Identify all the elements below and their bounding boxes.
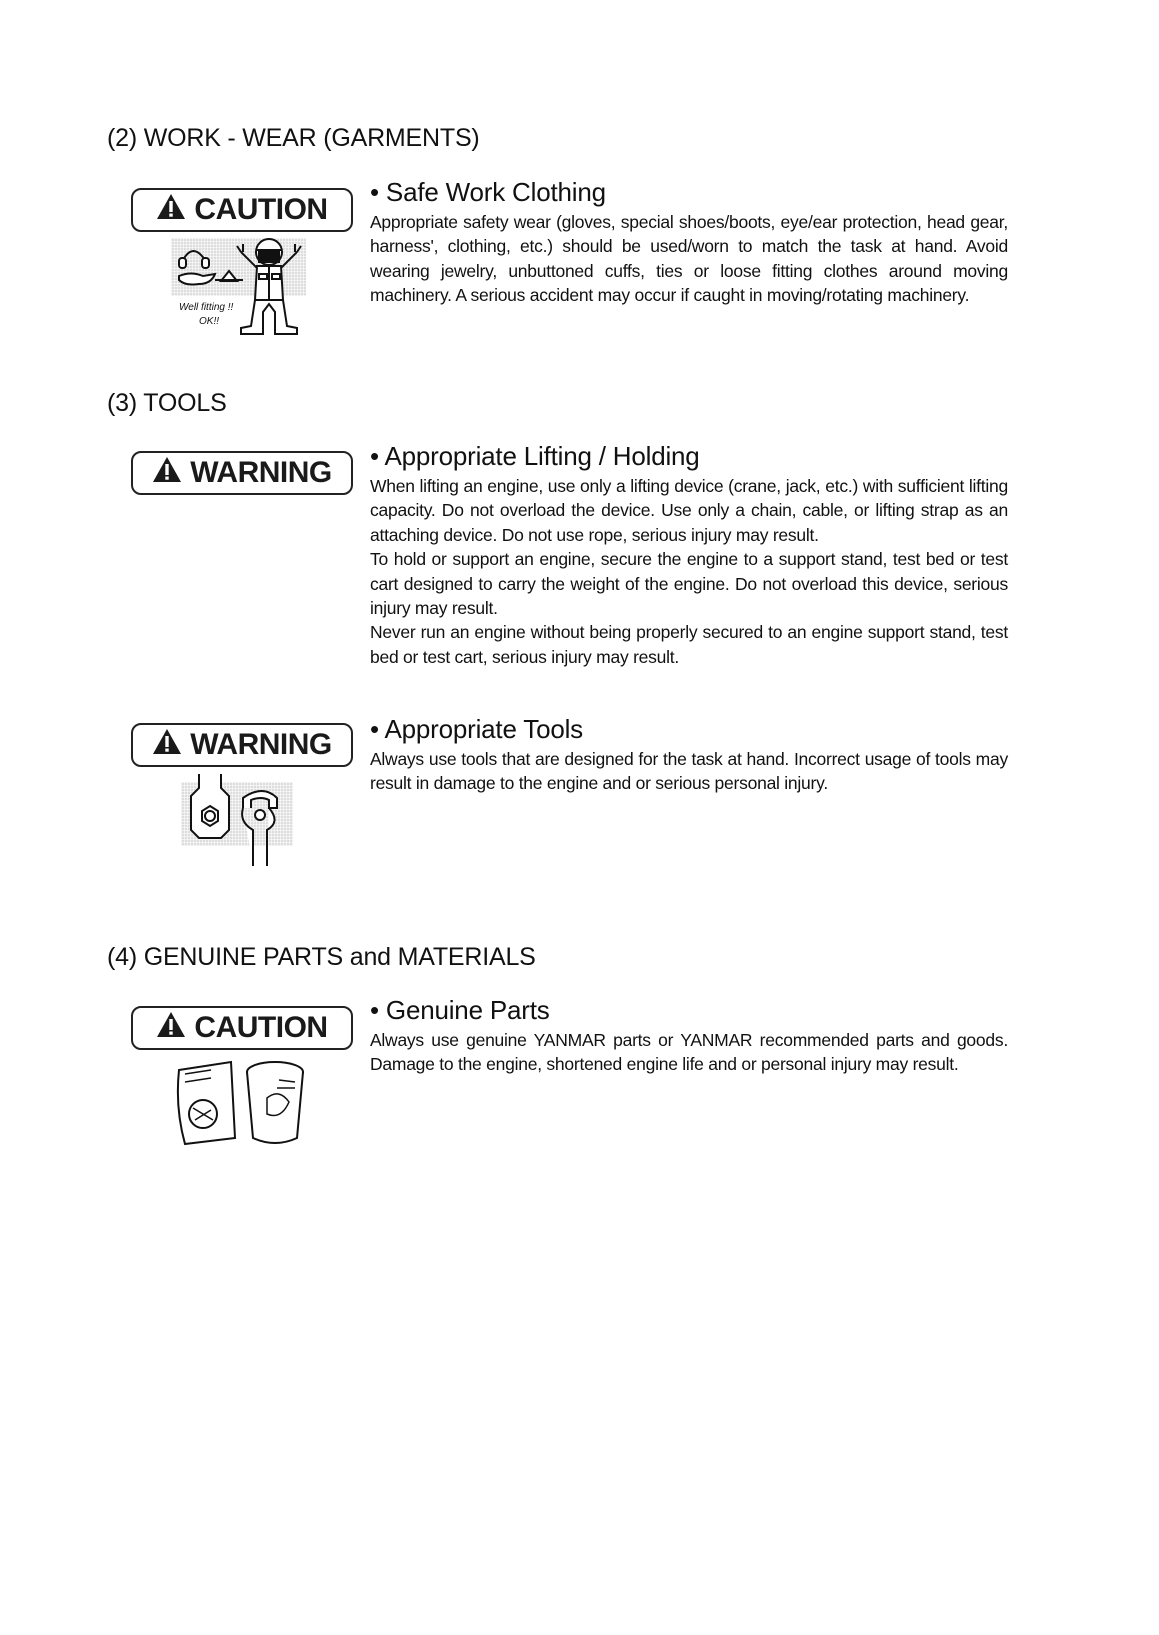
paragraph: Never run an engine without being properly secured to an engine support stand, test bed or test cart, serious injury may result. [370, 622, 1008, 667]
paragraph: When lifting an engine, use only a lifting device (crane, jack, etc.) with sufficient lifting capacity. Do not overload the device. Use only a chain, cable, or lifting strap as an attaching device. Do not use rope, serious injury may result. [370, 476, 1008, 545]
item-body-genuine-parts [370, 1028, 1008, 1077]
section-heading-work-wear: (2) WORK - WEAR (GARMENTS) [107, 124, 480, 152]
caution-sign [131, 188, 353, 232]
item-body-lifting-holding [370, 474, 1008, 669]
item-title-safe-work-clothing: • Safe Work Clothing [370, 177, 606, 207]
worker-protective-gear-illustration [171, 238, 316, 338]
illustration-caption-ok: OK!! [199, 316, 220, 327]
warning-triangle-icon [152, 728, 182, 763]
caution-sign-label: CAUTION [194, 1011, 328, 1044]
warning-sign [131, 451, 353, 495]
paragraph: Appropriate safety wear (gloves, special shoes/boots, eye/ear protection, head gear, harness', clothing, etc.) should be used/worn to match the task at hand. Avoid wearing jewelry, unbuttoned cuffs, ties or loose fitting clothes around moving machinery. A serious accident may occur if caught in moving/rotating machinery. [370, 212, 1008, 306]
paragraph: To hold or support an engine, secure the engine to a support stand, test bed or test cart designed to carry the weight of the engine. Do not overload this device, serious injury may result. [370, 549, 1008, 619]
wrenches-illustration [181, 774, 295, 866]
item-title-appropriate-tools: • Appropriate Tools [370, 714, 583, 744]
item-body-appropriate-tools [370, 747, 1008, 796]
warning-sign-label: WARNING [190, 456, 332, 489]
item-title-genuine-parts: • Genuine Parts [370, 995, 550, 1025]
caution-sign-label: CAUTION [194, 193, 328, 226]
section-heading-tools: (3) TOOLS [107, 389, 227, 417]
warning-triangle-icon [156, 193, 186, 228]
warning-sign-label: WARNING [190, 728, 332, 761]
warning-sign [131, 723, 353, 767]
item-body-safe-work-clothing [370, 210, 1008, 308]
warning-triangle-icon [152, 456, 182, 491]
genuine-parts-packages-illustration [171, 1058, 311, 1146]
section-heading-genuine-parts: (4) GENUINE PARTS and MATERIALS [107, 943, 536, 971]
illustration-caption: Well fitting !! [179, 302, 234, 313]
caution-sign [131, 1006, 353, 1050]
item-title-lifting-holding: • Appropriate Lifting / Holding [370, 441, 700, 471]
paragraph: Always use tools that are designed for the task at hand. Incorrect usage of tools may result in damage to the engine and or serious personal injury. [370, 749, 1008, 794]
paragraph: Always use genuine YANMAR parts or YANMAR recommended parts and goods. Damage to the engine, shortened engine life and or personal injury may result. [370, 1030, 1008, 1075]
warning-triangle-icon [156, 1011, 186, 1046]
